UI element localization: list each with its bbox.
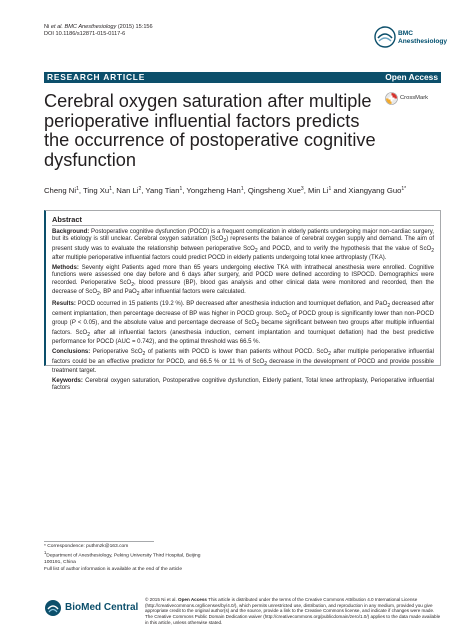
author-info-note: Full list of author information is available at the end of the article [44, 566, 183, 572]
biomed-central-wordmark: BioMed Central [65, 602, 139, 613]
author[interactable]: Min Li$^1$ [307, 186, 332, 195]
bmc-logo-icon [374, 26, 396, 48]
affiliation: $^1$Department of Anesthesiology, Peking University Third Hospital, Beijing [44, 550, 201, 559]
open-access-label: Open Access [385, 72, 438, 82]
article-title: Cerebral oxygen saturation after multiple perioperative influential factors predicts the occurrence of postoperative cognitive dysfunction [44, 91, 376, 170]
footnotes: * Correspondence: puthmzk@163.com $^1$Department of Anesthesiology, Peking University Third Hospital, Beijing 100191, China Full list of author information is available at the end of the article [44, 544, 204, 573]
author[interactable]: Cheng Ni$^1$ [44, 186, 79, 195]
correspondence[interactable]: * Correspondence: puthmzk@163.com [44, 544, 129, 549]
journal-logo[interactable] [374, 24, 448, 54]
abstract-divider [52, 225, 434, 226]
citation-line-1: Ni et al. BMC Anesthesiology (2015) 15:156 [44, 24, 153, 30]
author[interactable]: Qingsheng Xue$^3$ [247, 186, 304, 195]
abstract-conclusions: Conclusions: Perioperative ScO$_2$ of patients with POCD is lower than patients without POCD. ScO$_2$ after multiple perioperative influential factors could be an effective predictor for POCD, and 66.5 % or 11 % of ScO$_2$ decrease in the development of POCD and provide possible treatment target. [52, 349, 435, 375]
author[interactable]: Ting Xu$^1$ [82, 186, 112, 195]
article-type-label: RESEARCH ARTICLE [47, 72, 146, 82]
crossmark-label: CrossMark [400, 95, 429, 101]
footnote-divider [44, 541, 154, 542]
author[interactable]: Yongzheng Han$^1$ [186, 186, 244, 195]
doi: DOI 10.1186/s12871-015-0117-6 [44, 31, 126, 38]
crossmark-badge[interactable] [385, 92, 443, 106]
abstract-background: Background: Postoperative cognitive dysfunction (POCD) is a frequent complication in elderly patients undergoing major non-cardiac surgery, but its etiology is still unclear. Cerebral oxygen saturation (ScO$_2$) represents the balance of cerebral oxygen supply and demand. The aim of present study was to evaluate the relationship between perioperative ScO$_2$ and POCD, and to verify the hypothesis that the value of ScO$_2$ after multiple perioperative influential factors could predict POCD in elderly patients undergoing total knee arthroplasty (TKA). [52, 229, 435, 262]
abstract-heading: Abstract [52, 215, 82, 224]
biomed-central-logo[interactable] [44, 599, 140, 617]
citation-header [44, 24, 153, 39]
author-list: Cheng Ni$^1$, Ting Xu$^1$, Nan Li$^2$, Yang Tian$^1$, Yongzheng Han$^1$, Qingsheng Xue$^3$, Min Li$^1$ and Xiangyang Guo$^{1*}$ [44, 186, 407, 195]
license-text: © 2015 Ni et al. Open Access This article is distributed under the terms of the Creative Commons Attribution 4.0 International License (http://creativecommons.org/licenses/by/4.0/), which permits unrestricted use, distribution, and reproduction in any medium, provided you give appropriate credit to the original author(s) and the source, provide a link to the Creative Commons license, and indicate if changes were made. The Creative Commons Public Domain Dedication waiver (http://creativecommons.org/publicdomain/zero/1.0/) applies to the data made available in this article, unless otherwise stated. [145, 597, 441, 625]
abstract-methods: Methods: Seventy eight Patients aged more than 65 years undergoing elective TKA with intrathecal anesthesia were enrolled. Cognitive functions were assessed one day before and 6 days after surgery, and POCD were defined according to ISPOCD. Demographics were recorded. Perioperative ScO$_2$, blood pressure (BP), blood gas analysis and other clinical data were monitored and recorded, then the decrease of ScO$_2$, BP and PaO$_2$ after influential factors were calculated. [52, 265, 435, 298]
author[interactable]: Yang Tian$^1$ [145, 186, 183, 195]
author[interactable]: Xiangyang Guo$^{1*}$ [348, 186, 407, 195]
journal-logo-text: BMC Anesthesiology [398, 30, 448, 45]
abstract-box [44, 210, 441, 392]
crossmark-icon [385, 92, 398, 105]
abstract-body [52, 229, 434, 395]
article-type-banner [44, 72, 441, 83]
abstract-results: Results: POCD occurred in 15 patients (19.2 %). BP decreased after anesthesia induction and tourniquet deflation, and PaO$_2$ decreased after cement implantation, then percentage decrease of BP was higher in POCD group. ScO$_2$ of POCD group is significantly lower than non-POCD group (P < 0.05), and the absolute value and percentage decrease of ScO$_2$ became significant between two groups after multiple influential factors. ScO$_2$ after all influential factors (anesthesia induction, cement implantation and tourniquet deflation) had the best predictive performance for POCD (AUC = 0.742), and the optimal threshold was 66.5 %. [52, 301, 434, 346]
abstract-keywords: Keywords: Cerebral oxygen saturation, Postoperative cognitive dysfunction, Elderly patient, Total knee arthroplasty, Perioperative influential factors [52, 378, 434, 392]
biomed-central-icon [44, 599, 62, 617]
author[interactable]: Nan Li$^2$ [116, 186, 142, 195]
